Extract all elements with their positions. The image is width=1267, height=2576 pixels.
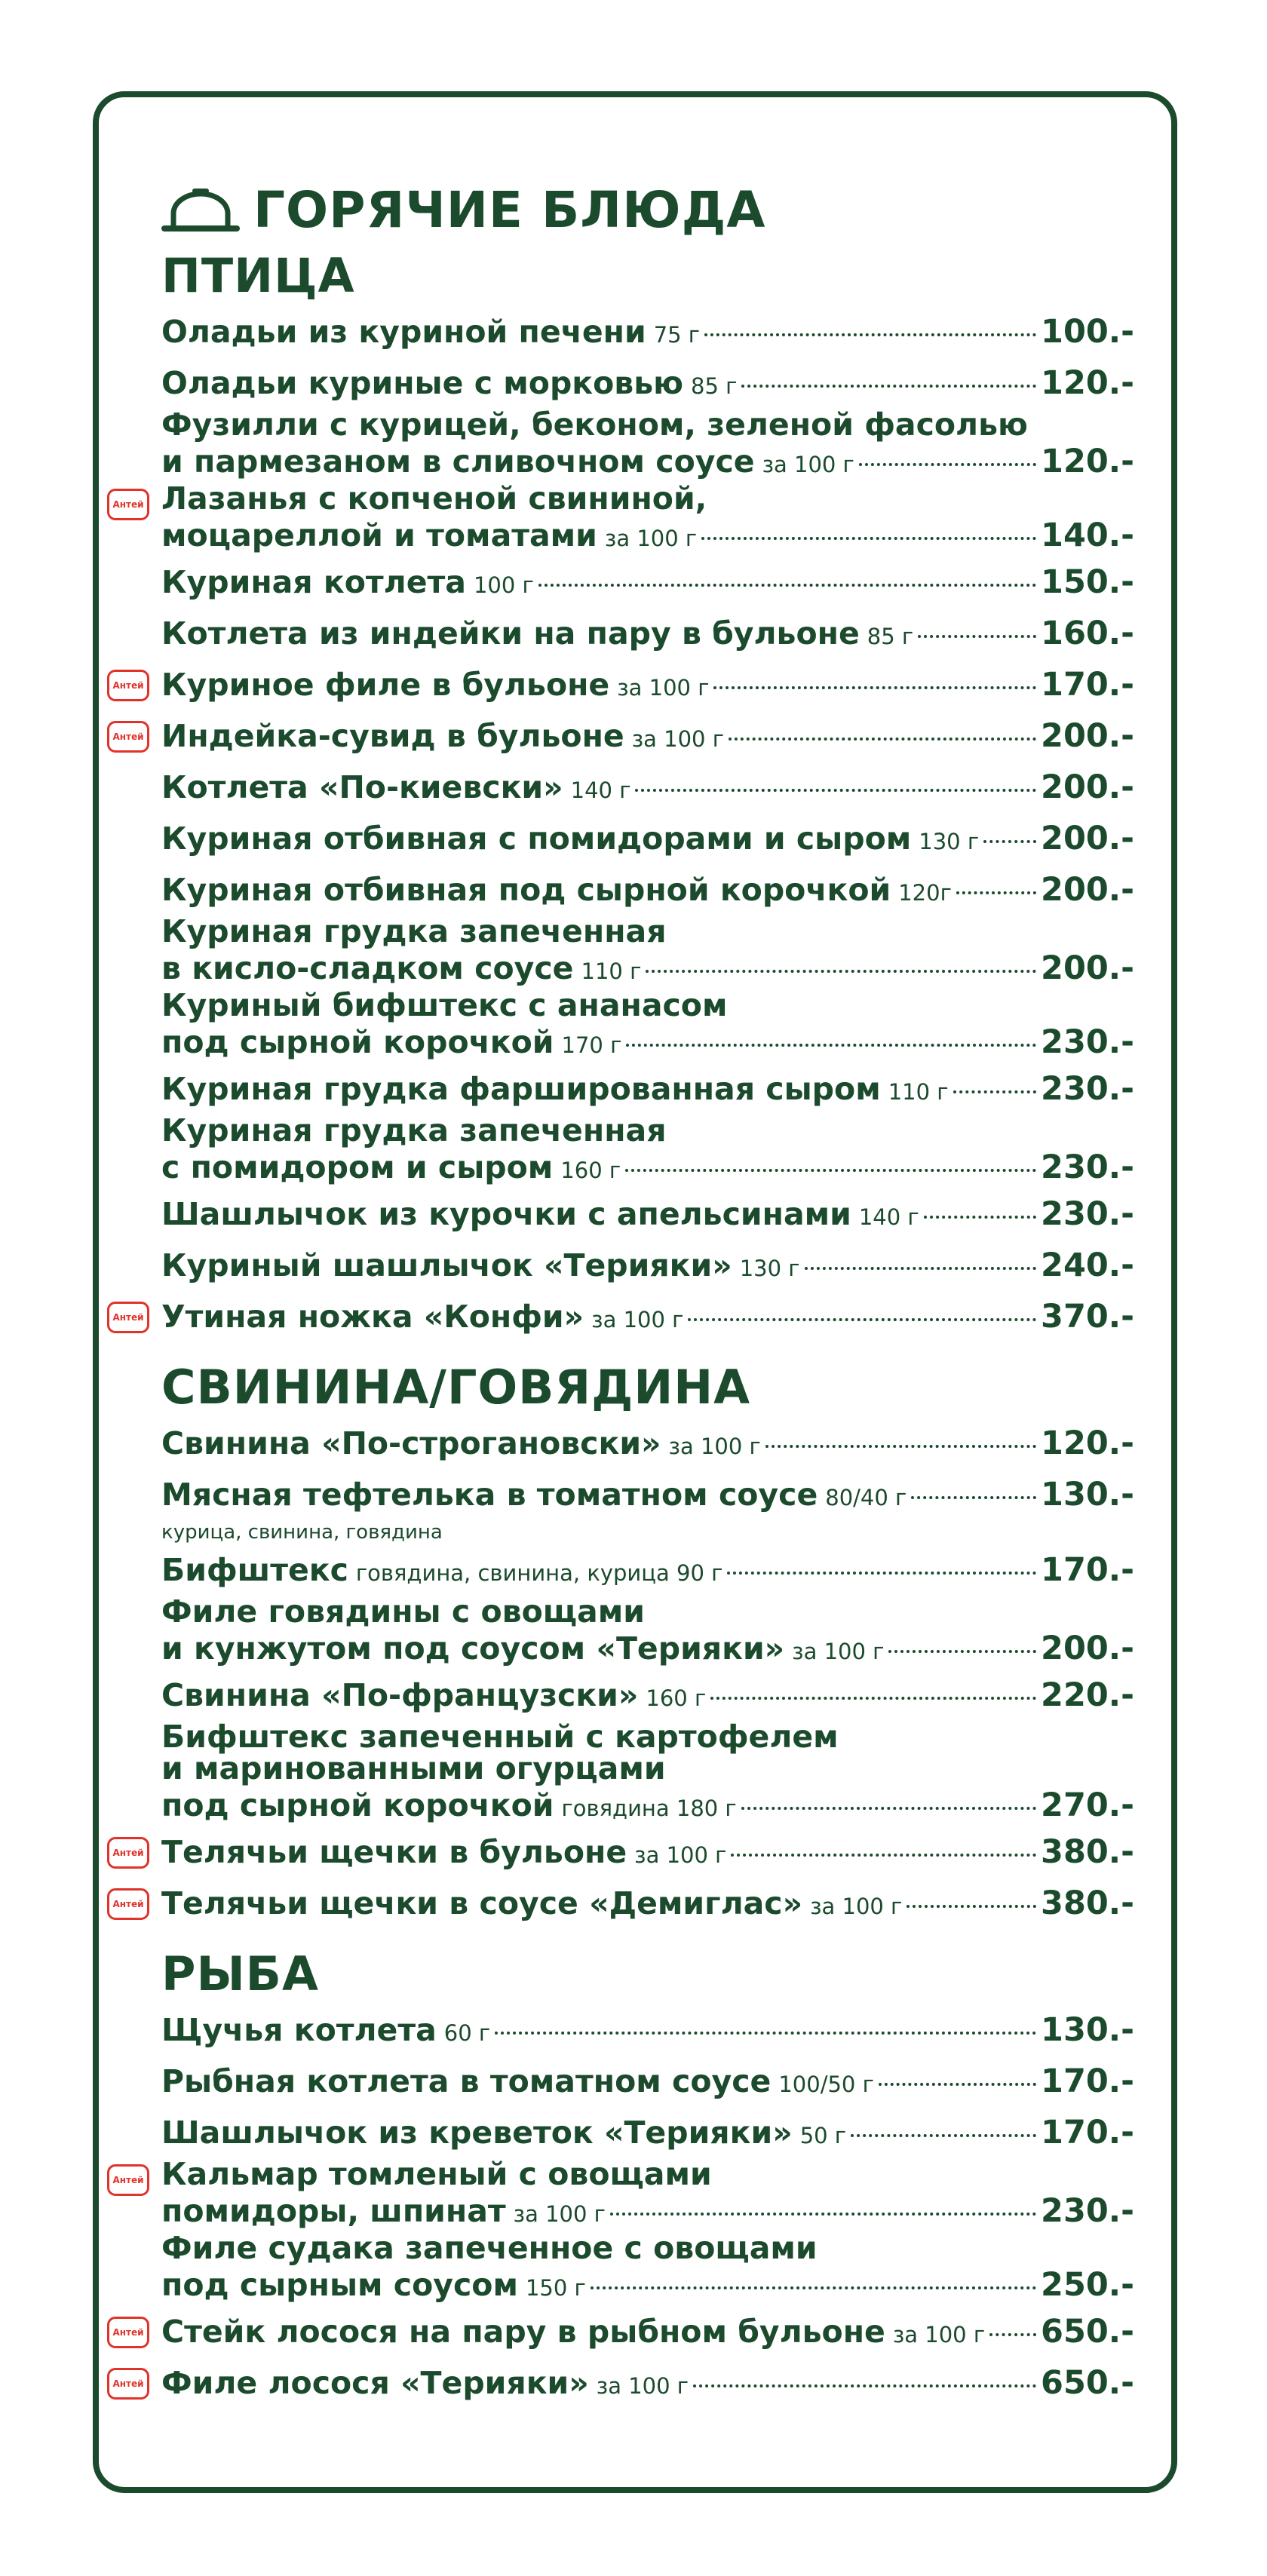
dot-leader — [953, 1090, 1037, 1093]
menu-item-row — [161, 1544, 1134, 1596]
dish-name: помидоры, шпинат — [161, 2193, 506, 2229]
dish-weight: за 100 г — [810, 1894, 903, 1919]
dish-name: Куриное филе в бульоне — [161, 667, 610, 703]
dish-name: Утиная ножка «Конфи» — [161, 1299, 584, 1335]
dish-weight: 120г — [898, 880, 952, 906]
menu-item-row — [161, 357, 1134, 409]
dish-name: Куриная котлета — [161, 564, 466, 600]
menu-item — [112, 2357, 1134, 2409]
dish-name: Лазанья с копченой свининой, — [161, 480, 707, 517]
dish-price: 160.- — [1041, 615, 1134, 652]
menu-item — [161, 1469, 1134, 1544]
menu-item — [161, 1418, 1134, 1469]
menu-item-line — [161, 2158, 1134, 2190]
menu-item-row — [161, 2357, 1134, 2409]
anthey-badge: Антей — [107, 1837, 149, 1869]
dish-price: 100.- — [1041, 313, 1134, 351]
dish-price: 370.- — [1041, 1298, 1134, 1336]
dot-leader — [907, 1905, 1036, 1908]
menu-item-row — [161, 659, 1134, 710]
dot-leader — [704, 333, 1036, 336]
dish-name: Шашлычок из курочки с апельсинами — [161, 1196, 851, 1232]
dish-price: 170.- — [1041, 666, 1134, 704]
dish-name: Бифштекс запеченный с картофелем — [161, 1719, 839, 1755]
dish-weight: за 100 г — [634, 1842, 727, 1868]
dish-price: 230.- — [1041, 1070, 1134, 1108]
menu-item-row — [161, 1063, 1134, 1115]
dish-weight: 75 г — [653, 322, 701, 348]
menu-item-line — [161, 1112, 1134, 1148]
menu-item — [112, 659, 1134, 710]
dish-weight: за 100 г — [617, 675, 710, 701]
dish-name: Рыбная котлета в томатном соусе — [161, 2063, 772, 2099]
dish-weight: 140 г — [858, 1204, 919, 1230]
dish-price: 170.- — [1041, 1551, 1134, 1589]
menu-item — [112, 1878, 1134, 1929]
dish-name: Куриная грудка запеченная — [161, 1112, 667, 1148]
dish-weight: 160 г — [560, 1158, 621, 1183]
menu-item-row — [161, 1240, 1134, 1291]
menu-item — [161, 2056, 1134, 2107]
dot-leader — [741, 1807, 1036, 1810]
dish-weight: 130 г — [919, 829, 980, 854]
page-title-row — [161, 173, 1134, 246]
dish-name: Котлета из индейки на пару в бульоне — [161, 615, 860, 652]
menu-item — [161, 1670, 1134, 1721]
dish-price: 230.- — [1041, 1148, 1134, 1186]
dish-price: 200.- — [1041, 1630, 1134, 1667]
dish-name: Мясная тефтелька в томатном соусе — [161, 1477, 818, 1513]
dish-price: 120.- — [1041, 443, 1134, 480]
dish-price: 200.- — [1041, 768, 1134, 806]
anthey-badge: Антей — [107, 1302, 149, 1333]
dish-weight: за 100 г — [792, 1639, 885, 1664]
dot-leader — [727, 1572, 1036, 1575]
menu-item — [161, 762, 1134, 813]
dot-leader — [610, 2213, 1036, 2216]
dish-name: Филе говядины с овощами — [161, 1593, 645, 1630]
dish-name: Щучья котлета — [161, 2012, 437, 2048]
dot-leader — [646, 970, 1036, 973]
menu-item-line — [161, 406, 1134, 443]
dot-leader — [495, 2032, 1036, 2035]
menu-item-line — [161, 1750, 1134, 1786]
dish-price: 130.- — [1041, 1476, 1134, 1513]
menu-item-row — [161, 1291, 1134, 1342]
menu-item-row — [161, 1418, 1134, 1469]
dish-name: под сырной корочкой — [161, 1024, 554, 1060]
dish-price: 120.- — [1041, 1424, 1134, 1462]
menu-item-row — [161, 2306, 1134, 2357]
dish-weight: 110 г — [888, 1079, 949, 1105]
dot-leader — [911, 1496, 1036, 1499]
menu-item — [112, 710, 1134, 762]
dish-weight: 85 г — [867, 624, 914, 649]
dish-price: 130.- — [1041, 2011, 1134, 2049]
menu-item — [161, 306, 1134, 357]
dish-name: Свинина «По-строгановски» — [161, 1425, 661, 1461]
menu-item — [161, 1112, 1134, 1188]
dot-leader — [956, 891, 1036, 894]
anthey-badge: Антей — [107, 1888, 149, 1920]
anthey-badge: Антей — [107, 2317, 149, 2348]
dish-price: 120.- — [1041, 364, 1134, 402]
menu-item-row — [161, 1146, 1134, 1188]
dot-leader — [765, 1445, 1036, 1448]
menu-item — [112, 2156, 1134, 2232]
dish-name: Куриная отбивная с помидорами и сыром — [161, 820, 912, 857]
dot-leader — [983, 840, 1036, 843]
dish-weight: говядина, свинина, курица 90 г — [355, 1560, 723, 1586]
dot-leader — [626, 1044, 1036, 1047]
menu-item-row — [161, 1627, 1134, 1670]
menu-item-row — [161, 1878, 1134, 1929]
menu-item-line — [161, 1721, 1134, 1753]
menu-item — [161, 1721, 1134, 1826]
dot-leader — [741, 385, 1036, 388]
dot-leader — [701, 537, 1036, 540]
dish-name: Куриная грудка запеченная — [161, 913, 667, 949]
dish-name: Куриный бифштекс с ананасом — [161, 987, 728, 1023]
dot-leader — [888, 1650, 1036, 1653]
menu-item-row — [161, 813, 1134, 864]
dish-price: 270.- — [1041, 1786, 1134, 1824]
dish-name: Куриный шашлычок «Терияки» — [161, 1247, 732, 1283]
dish-name: и кунжутом под соусом «Терияки» — [161, 1630, 785, 1667]
dish-weight: 80/40 г — [825, 1485, 907, 1510]
menu-item — [161, 2004, 1134, 2056]
dish-weight: за 100 г — [631, 726, 724, 752]
dish-weight: 60 г — [443, 2020, 491, 2046]
menu-item — [161, 915, 1134, 989]
dish-name: моцареллой и томатами — [161, 517, 597, 554]
menu-item-row — [161, 1469, 1134, 1520]
menu-item-row — [161, 514, 1134, 557]
dish-name: Филе лосося «Терияки» — [161, 2365, 589, 2401]
dish-price: 150.- — [1041, 563, 1134, 601]
menu-item — [161, 1593, 1134, 1670]
section-title: СВИНИНА/ГОВЯДИНА — [161, 1360, 751, 1415]
dot-leader — [924, 1216, 1036, 1219]
menu-item-row — [161, 2107, 1134, 2158]
dish-price: 140.- — [1041, 517, 1134, 554]
menu-item-row — [161, 440, 1134, 483]
dish-name: под сырной корочкой — [161, 1787, 554, 1823]
dish-price: 200.- — [1041, 949, 1134, 987]
dish-name: Фузилли с курицей, беконом, зеленой фасолью — [161, 406, 1028, 443]
anthey-badge: Антей — [107, 721, 149, 753]
dish-weight: 130 г — [739, 1256, 800, 1281]
dish-price: 170.- — [1041, 2062, 1134, 2100]
menu-item — [161, 1544, 1134, 1596]
menu-sections — [112, 246, 1134, 2409]
dish-name: Куриная грудка фаршированная сыром — [161, 1071, 881, 1107]
menu-item-row — [161, 608, 1134, 659]
menu-item — [161, 1188, 1134, 1240]
dish-name: Оладьи куриные с морковью — [161, 365, 684, 401]
dish-name: в кисло-сладком соусе — [161, 950, 574, 986]
dish-weight: за 100 г — [762, 452, 854, 477]
menu-item — [161, 2232, 1134, 2306]
dot-leader — [859, 463, 1036, 466]
dish-weight: 85 г — [691, 373, 738, 399]
dish-price: 200.- — [1041, 871, 1134, 909]
menu-item-row — [161, 2190, 1134, 2232]
menu-item — [161, 1240, 1134, 1291]
dish-price: 170.- — [1041, 2114, 1134, 2151]
menu-content — [112, 173, 1134, 2409]
cloche-icon — [161, 183, 240, 236]
menu-item — [161, 813, 1134, 864]
dish-name: Свинина «По-французски» — [161, 1677, 639, 1713]
menu-item — [161, 2107, 1134, 2158]
menu-item-line — [161, 915, 1134, 947]
dot-leader — [625, 1169, 1036, 1172]
menu-item — [161, 357, 1134, 409]
dot-leader — [710, 1697, 1036, 1700]
dish-name: с помидором и сыром — [161, 1149, 554, 1185]
dish-name: Стейк лосося на пару в рыбном бульоне — [161, 2314, 885, 2350]
menu-item-row — [161, 2264, 1134, 2306]
dish-price: 650.- — [1041, 2364, 1134, 2402]
dish-weight: за 100 г — [892, 2322, 986, 2348]
dish-weight: за 100 г — [591, 1307, 684, 1332]
dish-weight: за 100 г — [596, 2373, 689, 2399]
dot-leader — [693, 2384, 1036, 2387]
dot-leader — [805, 1267, 1037, 1270]
dish-weight: 140 г — [570, 777, 631, 803]
dot-leader — [729, 738, 1036, 741]
menu-item-row — [161, 710, 1134, 762]
anthey-badge: Антей — [107, 489, 149, 520]
dish-name: под сырным соусом — [161, 2267, 518, 2303]
dish-price: 240.- — [1041, 1247, 1134, 1284]
dish-weight: 170 г — [561, 1032, 622, 1058]
menu-item — [161, 989, 1134, 1063]
menu-item-line — [161, 2232, 1134, 2264]
dish-weight: за 100 г — [604, 526, 698, 551]
dot-leader — [918, 635, 1036, 638]
menu-item — [161, 608, 1134, 659]
anthey-badge: Антей — [107, 670, 149, 701]
dot-leader — [538, 584, 1036, 587]
dish-note: курица, свинина, говядина — [161, 1521, 443, 1544]
menu-item-line — [161, 480, 1134, 517]
menu-item-row — [161, 1670, 1134, 1721]
section-title: ПТИЦА — [161, 248, 355, 303]
dish-weight: 160 г — [646, 1685, 707, 1711]
menu-item — [161, 1063, 1134, 1115]
dish-name: и маринованными огурцами — [161, 1750, 666, 1786]
dot-leader — [688, 1318, 1036, 1321]
dish-name: Телячьи щечки в соусе «Демиглас» — [161, 1885, 803, 1921]
dish-weight: говядина 180 г — [561, 1796, 737, 1821]
dot-leader — [989, 2333, 1036, 2336]
menu-item — [112, 2306, 1134, 2357]
dish-name: Оладьи из куриной печени — [161, 314, 646, 350]
dish-price: 650.- — [1041, 2313, 1134, 2351]
menu-item-row — [161, 557, 1134, 608]
menu-item — [112, 1826, 1134, 1878]
menu-item-row — [161, 864, 1134, 915]
dish-weight: 100/50 г — [778, 2072, 874, 2097]
dish-weight: 50 г — [799, 2123, 847, 2148]
dish-price: 250.- — [1041, 2266, 1134, 2304]
dish-price: 230.- — [1041, 1195, 1134, 1233]
menu-item-row — [161, 1021, 1134, 1063]
dish-name: Бифштекс — [161, 1552, 348, 1588]
menu-item — [161, 557, 1134, 608]
menu-item-row — [161, 762, 1134, 813]
page-title: ГОРЯЧИЕ БЛЮДА — [253, 180, 766, 239]
menu-item — [161, 406, 1134, 483]
section-title: РЫБА — [161, 1946, 319, 2001]
dish-name: Телячьи щечки в бульоне — [161, 1834, 627, 1870]
menu-item — [161, 864, 1134, 915]
anthey-badge: Антей — [107, 2164, 149, 2196]
dish-weight: 100 г — [473, 572, 534, 598]
dish-weight: за 100 г — [668, 1434, 761, 1459]
dot-leader — [713, 686, 1036, 689]
dish-name: Куриная отбивная под сырной корочкой — [161, 872, 891, 908]
menu-item-row — [161, 947, 1134, 989]
dot-leader — [731, 1854, 1036, 1857]
dish-name: Котлета «По-киевски» — [161, 769, 563, 805]
dish-price: 230.- — [1041, 1023, 1134, 1061]
dish-note-row — [161, 1520, 1134, 1544]
dish-weight: за 100 г — [513, 2201, 606, 2227]
dish-name: и пармезаном в сливочном соусе — [161, 443, 755, 480]
dish-price: 220.- — [1041, 1676, 1134, 1714]
anthey-badge: Антей — [107, 2368, 149, 2400]
menu-item — [112, 1291, 1134, 1342]
menu-item-row — [161, 1826, 1134, 1878]
dish-weight: 150 г — [525, 2275, 586, 2301]
dish-price: 380.- — [1041, 1884, 1134, 1922]
menu-item — [112, 480, 1134, 557]
menu-item-line — [161, 989, 1134, 1021]
dish-name: Кальмар томленый с овощами — [161, 2156, 712, 2192]
dot-leader — [591, 2286, 1036, 2289]
dot-leader — [635, 789, 1036, 792]
menu-item-row — [161, 2004, 1134, 2056]
menu-item-row — [161, 2056, 1134, 2107]
menu-item-line — [161, 1593, 1134, 1630]
dish-price: 200.- — [1041, 717, 1134, 755]
dish-price: 380.- — [1041, 1833, 1134, 1871]
dish-price: 230.- — [1041, 2192, 1134, 2230]
menu-item-row — [161, 1784, 1134, 1826]
dish-name: Шашлычок из креветок «Терияки» — [161, 2114, 793, 2151]
dish-name: Филе судака запеченное с овощами — [161, 2230, 818, 2266]
dot-leader — [879, 2083, 1036, 2086]
menu-item-row — [161, 306, 1134, 357]
dot-leader — [851, 2134, 1036, 2137]
dish-price: 200.- — [1041, 820, 1134, 857]
dish-weight: 110 г — [581, 958, 642, 984]
dish-name: Индейка-сувид в бульоне — [161, 718, 624, 754]
menu-item-row — [161, 1188, 1134, 1240]
